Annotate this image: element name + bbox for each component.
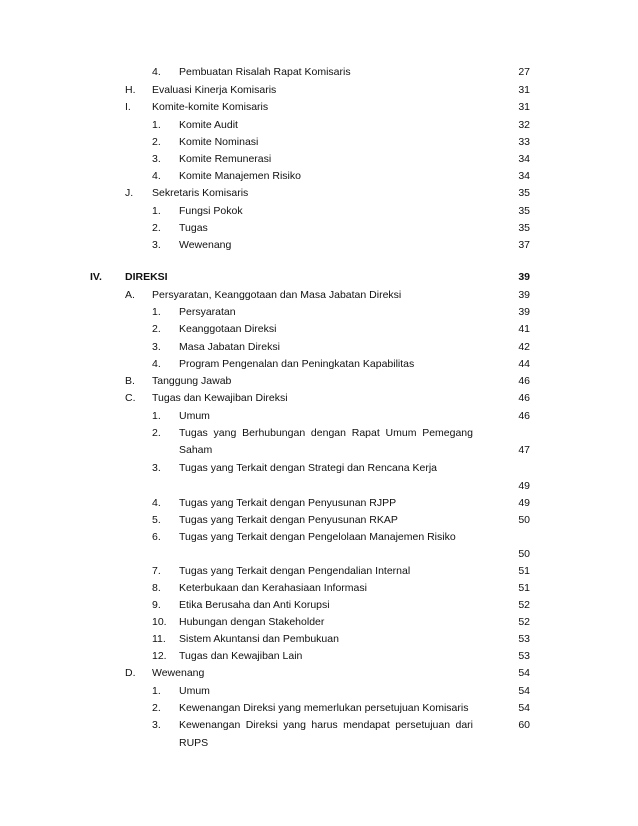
toc-entry-title: Komite-komite Komisaris [152,101,269,113]
toc-entry-page: 51 [518,582,530,594]
toc-entry-title: Hubungan dengan Stakeholder [179,616,325,628]
toc-entry-page: 54 [518,667,530,679]
toc-entry-number: IV. [90,271,102,283]
toc-entry-number: 4. [152,497,161,509]
toc-entry-number: 6. [152,531,161,543]
toc-entry-title: Persyaratan, Keanggotaan dan Masa Jabatan Direksi [152,289,402,301]
toc-entry-number: J. [125,187,134,199]
toc-entry-number: 3. [152,719,161,731]
toc-entry-title: Tugas yang Terkait dengan Pengelolaan Manajemen Risiko [179,531,456,543]
toc-entry-title: Tugas yang Terkait dengan Penyusunan RKAP [179,514,398,526]
toc-entry-page: 42 [518,341,530,353]
toc-entry-title: Sistem Akuntansi dan Pembukuan [179,633,339,645]
toc-entry-page: 46 [518,410,530,422]
toc-entry-page: 49 [518,497,530,509]
toc-entry-title: Kewenangan Direksi yang harus mendapat persetujuan dari [179,719,473,731]
toc-entry-number: D. [125,667,136,679]
toc-entry-title: Keterbukaan dan Kerahasiaan Informasi [179,582,367,594]
toc-entry-title: Umum [179,685,210,697]
toc-entry-title: Tugas dan Kewajiban Direksi [152,392,288,404]
toc-entry-title: Wewenang [179,239,232,251]
toc-entry-title: Tugas yang Terkait dengan Strategi dan Rencana Kerja [179,462,438,474]
toc-entry-number: 1. [152,685,161,697]
toc-entry-number: 1. [152,205,161,217]
toc-entry-number: 1. [152,306,161,318]
toc-entry-number: 7. [152,565,161,577]
toc-entry-title: Saham [179,444,213,456]
toc-entry-page: 52 [518,616,530,628]
toc-entry-title: Komite Nominasi [179,136,259,148]
toc-entry-number: 4. [152,170,161,182]
toc-entry-page: 47 [518,444,530,456]
toc-entry-page: 60 [518,719,530,731]
toc-entry-number: 12. [152,650,167,662]
toc-entry-number: 2. [152,427,161,439]
toc-entry-number: 8. [152,582,161,594]
toc-entry-number: 3. [152,462,161,474]
toc-entry-number: 2. [152,136,161,148]
toc-entry-number: 3. [152,341,161,353]
toc-entry-number: I. [125,101,131,113]
toc-entry-title: Komite Audit [179,119,238,131]
toc-entry-title: Tugas yang Terkait dengan Pengendalian Internal [179,565,411,577]
toc-entry-page: 35 [518,222,530,234]
toc-entry-number: 5. [152,514,161,526]
toc-entry-number: 4. [152,358,161,370]
toc-entry-page: 51 [518,565,530,577]
toc-entry-title: Tugas yang Berhubungan dengan Rapat Umum Pemegang [179,427,473,439]
toc-entry-title: Evaluasi Kinerja Komisaris [152,84,277,96]
toc-entry-title: Komite Remunerasi [179,153,272,165]
toc-entry-number: 3. [152,153,161,165]
toc-entry-title: Sekretaris Komisaris [152,187,249,199]
toc-entry-page: 52 [518,599,530,611]
toc-entry-page: 35 [518,205,530,217]
toc-entry-title: Tugas yang Terkait dengan Penyusunan RJPP [179,497,397,509]
toc-entry-page: 34 [518,170,530,182]
toc-entry-title: Masa Jabatan Direksi [179,341,280,353]
toc-entry-page: 46 [518,392,530,404]
toc-entry-page: 39 [518,306,530,318]
toc-entry-title: DIREKSI [125,271,168,283]
toc-entry-page: 37 [518,239,530,251]
toc-entry-page: 31 [518,84,530,96]
toc-entry-title: Wewenang [152,667,205,679]
toc-entry-number: C. [125,392,136,404]
toc-entry-number: 1. [152,119,161,131]
toc-entry-page: 32 [518,119,530,131]
toc-entry-title: RUPS [179,737,209,749]
toc-entry-page: 53 [518,650,530,662]
toc-entry-number: H. [125,84,136,96]
toc-entry-page: 53 [518,633,530,645]
toc-entry-page: 35 [518,187,530,199]
toc-entry-page: 41 [518,323,530,335]
toc-entry-title: Tugas [179,222,208,234]
toc-entry-number: 11. [152,633,166,645]
toc-entry-number: 4. [152,66,161,78]
toc-entry-page: 39 [518,271,530,283]
toc-entry-page: 39 [518,289,530,301]
toc-entry-title: Fungsi Pokok [179,205,243,217]
toc-entry-number: 10. [152,616,167,628]
toc-entry-title: Keanggotaan Direksi [179,323,277,335]
toc-entry-title: Komite Manajemen Risiko [179,170,301,182]
toc-entry-number: 3. [152,239,161,251]
toc-entry-page: 33 [518,136,530,148]
toc-entry-page: 54 [518,702,530,714]
toc-entry-number: 2. [152,222,161,234]
toc-entry-title: Persyaratan [179,306,236,318]
toc-entry-page: 49 [518,480,530,492]
toc-entry-title: Etika Berusaha dan Anti Korupsi [179,599,330,611]
toc-entry-number: A. [125,289,135,301]
toc-entry-page: 27 [518,66,530,78]
toc-entry-title: Tugas dan Kewajiban Lain [179,650,303,662]
toc-entry-number: 9. [152,599,161,611]
toc-entry-page: 46 [518,375,530,387]
toc-entry-page: 34 [518,153,530,165]
toc-entry-title: Program Pengenalan dan Peningkatan Kapabilitas [179,358,415,370]
toc-entry-page: 50 [518,514,530,526]
toc-entry-title: Umum [179,410,210,422]
toc-entry-title: Kewenangan Direksi yang memerlukan persetujuan Komisaris [179,702,469,714]
toc-entry-page: 44 [518,358,530,370]
toc-entry-number: 1. [152,410,161,422]
toc-entry-number: 2. [152,323,161,335]
toc-entry-title: Pembuatan Risalah Rapat Komisaris [179,66,351,78]
toc-entry-number: B. [125,375,135,387]
toc-entry-number: 2. [152,702,161,714]
toc-entry-page: 54 [518,685,530,697]
toc-entry-title: Tanggung Jawab [152,375,232,387]
toc-entry-page: 50 [518,548,530,560]
toc-entry-page: 31 [518,101,530,113]
